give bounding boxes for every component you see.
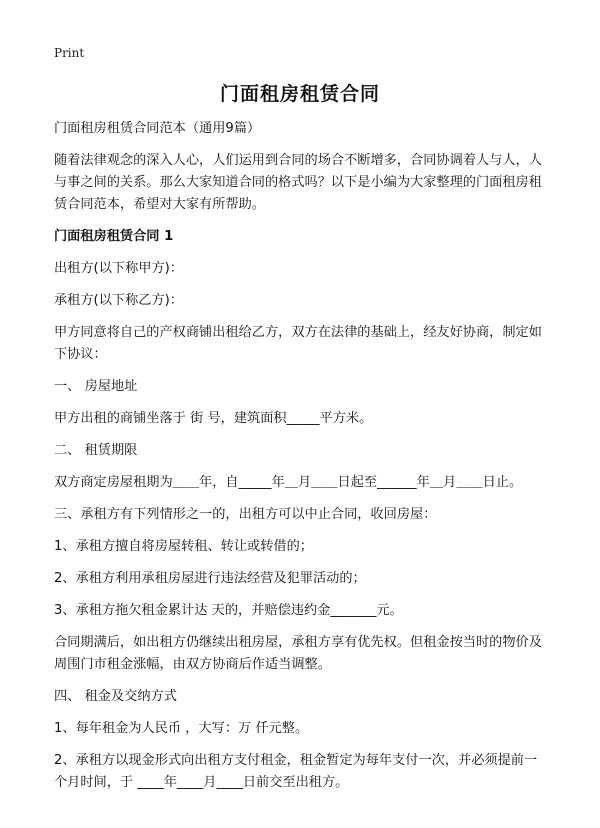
clause-title: 二、 租赁期限 (54, 443, 138, 458)
clause-title: 三、承租方有下列情形之一的，出租方可以中止合同，收回房屋： (54, 507, 437, 522)
clause-item: 1、每年租金为人民币 ，大写：万 仟元整。 (54, 721, 309, 736)
clause-item: 2、承租方以现金形式向出租方支付租金，租金暂定为每年支付一次，并必须提前一个月时间，于 ____年____月____日前交至出租方。 (54, 753, 538, 790)
print-link[interactable]: Print (54, 46, 85, 60)
clause-item: 1、承租方擅自将房屋转租、转让或转借的； (54, 539, 313, 554)
clause-title: 四、 租金及交纳方式 (54, 689, 177, 704)
renewal-paragraph: 合同期满后，如出租方仍继续出租房屋，承租方享有优先权。但租金按当时的物价及周围门市租金涨幅，由双方协商后作适当调整。 (54, 635, 542, 672)
lessee-line: 承租方(以下称乙方)： (54, 293, 183, 308)
document-body (54, 118, 548, 804)
document-title: 门面租房租赁合同 (219, 83, 380, 105)
document-subtitle: 门面租房租赁合同范本（通用9篇） (54, 121, 261, 136)
clause-text: 甲方出租的商铺坐落于 街 号，建筑面积_____平方米。 (54, 411, 373, 426)
clause-item: 2、承租方利用承租房屋进行违法经营及犯罪活动的； (54, 571, 366, 586)
agreement-paragraph: 甲方同意将自己的产权商铺出租给乙方，双方在法律的基础上，经友好协商，制定如下协议： (54, 325, 542, 362)
intro-paragraph: 随着法律观念的深入人心，人们运用到合同的场合不断增多，合同协调着人与人，人与事之间的关系。那么大家知道合同的格式吗？以下是小编为大家整理的门面租房租赁合同范本，希望对大家有所帮助。 (54, 153, 542, 212)
section-heading: 门面租房租赁合同 1 (54, 229, 174, 244)
clause-text: 双方商定房屋租期为＿＿年，自_____年＿月＿＿日起至______年＿月＿＿日止。 (54, 475, 523, 490)
clause-title: 一、 房屋地址 (54, 379, 138, 394)
lessor-line: 出租方(以下称甲方)： (54, 261, 183, 276)
clause-item: 3、承租方拖欠租金累计达 天的，并赔偿违约金_______元。 (54, 603, 403, 618)
